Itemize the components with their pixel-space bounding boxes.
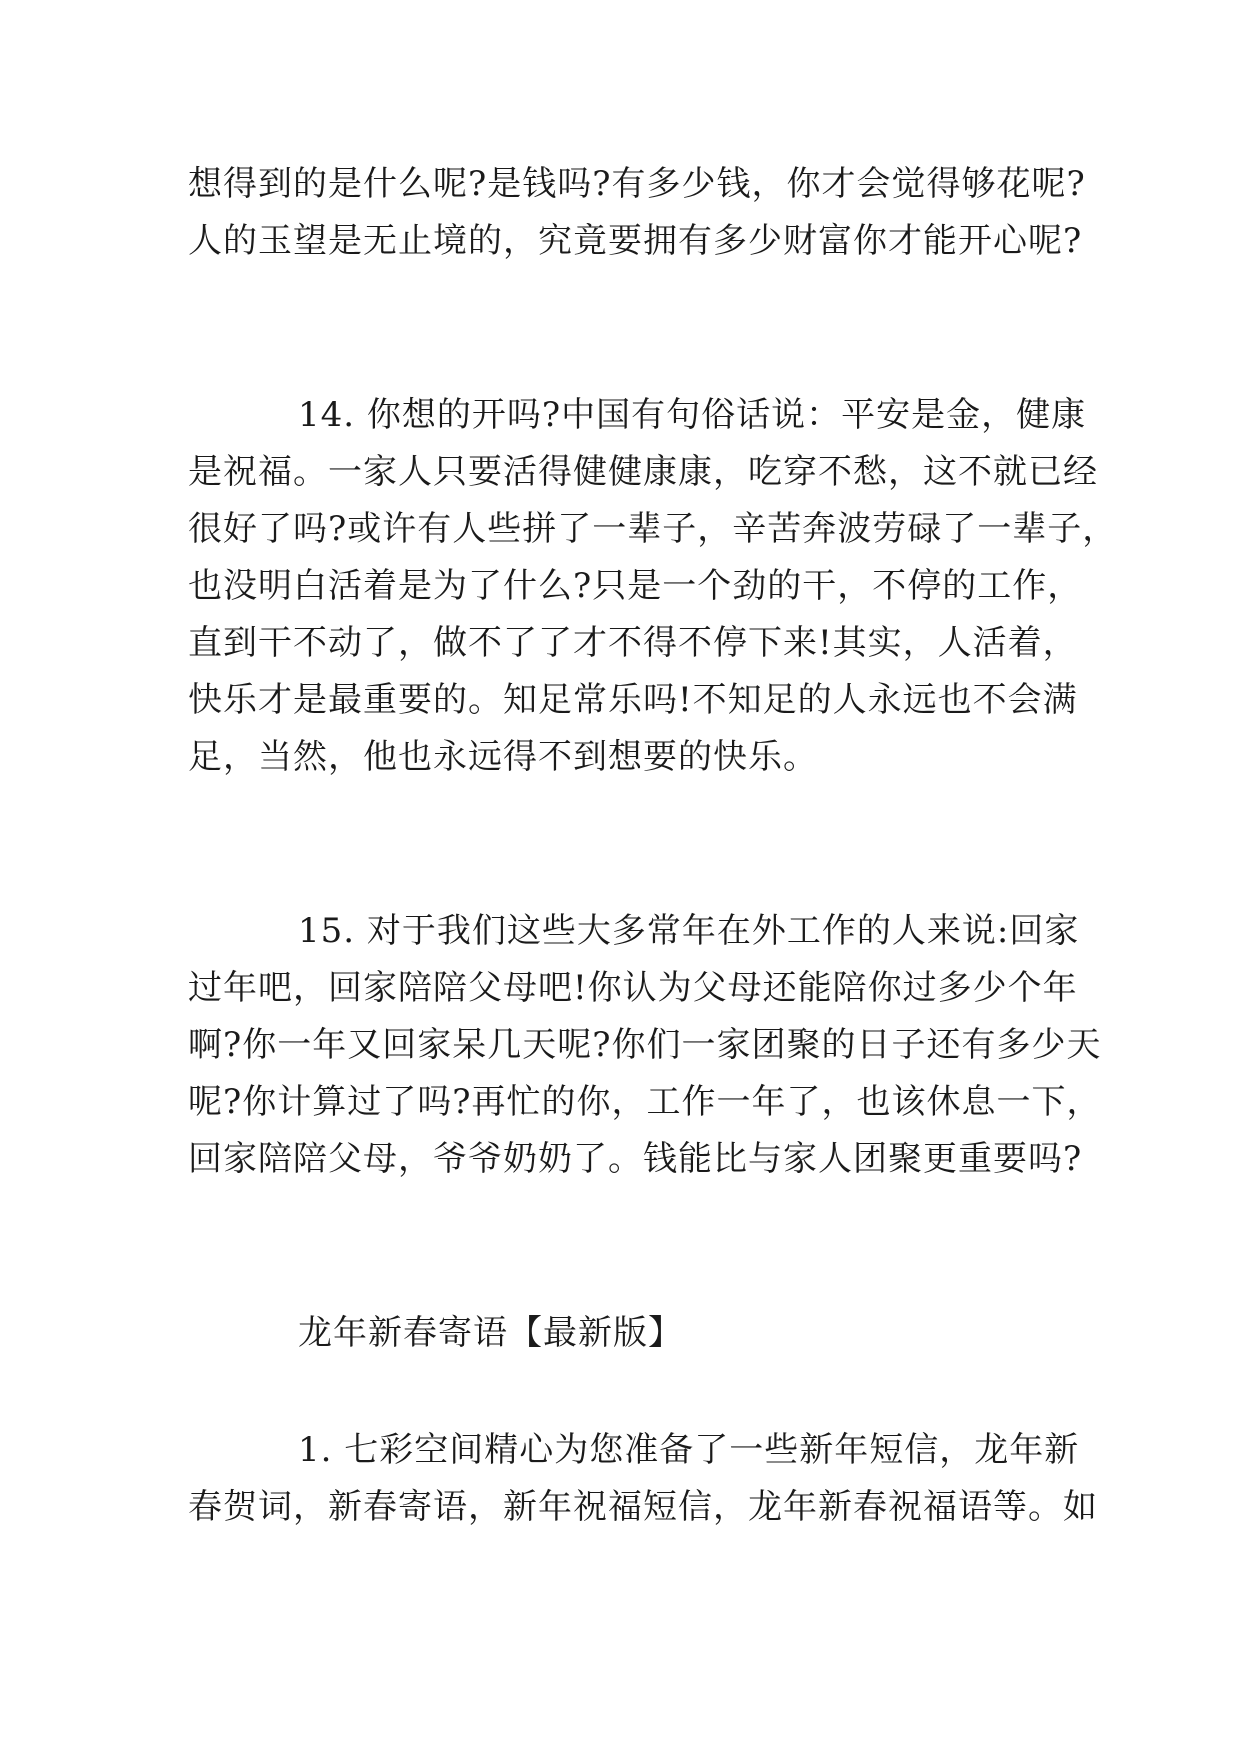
text-line: 春贺词，新春寄语，新年祝福短信，龙年新春祝福语等。如 bbox=[188, 1487, 1098, 1527]
text-line: 是祝福。一家人只要活得健健康康，吃穿不愁，这不就已经 bbox=[188, 452, 1098, 492]
text-line: 过年吧，回家陪陪父母吧!你认为父母还能陪你过多少个年 bbox=[188, 968, 1078, 1008]
text-line: 快乐才是最重要的。知足常乐吗!不知足的人永远也不会满 bbox=[188, 680, 1078, 720]
text-line: 足，当然，他也永远得不到想要的快乐。 bbox=[188, 737, 818, 777]
text-line: 想得到的是什么呢?是钱吗?有多少钱，你才会觉得够花呢? bbox=[188, 164, 1086, 204]
text-line: 人的玉望是无止境的，究竟要拥有多少财富你才能开心呢? bbox=[188, 221, 1083, 261]
paragraph-14-start: 14. 你想的开吗?中国有句俗话说：平安是金，健康 bbox=[298, 395, 1087, 435]
text-line: 啊?你一年又回家呆几天呢?你们一家团聚的日子还有多少天 bbox=[188, 1025, 1102, 1065]
paragraph-1-start: 1. 七彩空间精心为您准备了一些新年短信，龙年新 bbox=[298, 1430, 1080, 1470]
section-heading: 龙年新春寄语【最新版】 bbox=[298, 1313, 683, 1353]
text-line: 很好了吗?或许有人些拼了一辈子，辛苦奔波劳碌了一辈子， bbox=[188, 509, 1118, 549]
paragraph-15-start: 15. 对于我们这些大多常年在外工作的人来说:回家 bbox=[298, 911, 1080, 951]
text-line: 也没明白活着是为了什么?只是一个劲的干，不停的工作， bbox=[188, 566, 1083, 606]
text-line: 呢?你计算过了吗?再忙的你，工作一年了，也该休息一下， bbox=[188, 1082, 1102, 1122]
text-line: 直到干不动了，做不了了才不得不停下来!其实，人活着， bbox=[188, 623, 1078, 663]
text-line: 回家陪陪父母，爷爷奶奶了。钱能比与家人团聚更重要吗? bbox=[188, 1139, 1083, 1179]
